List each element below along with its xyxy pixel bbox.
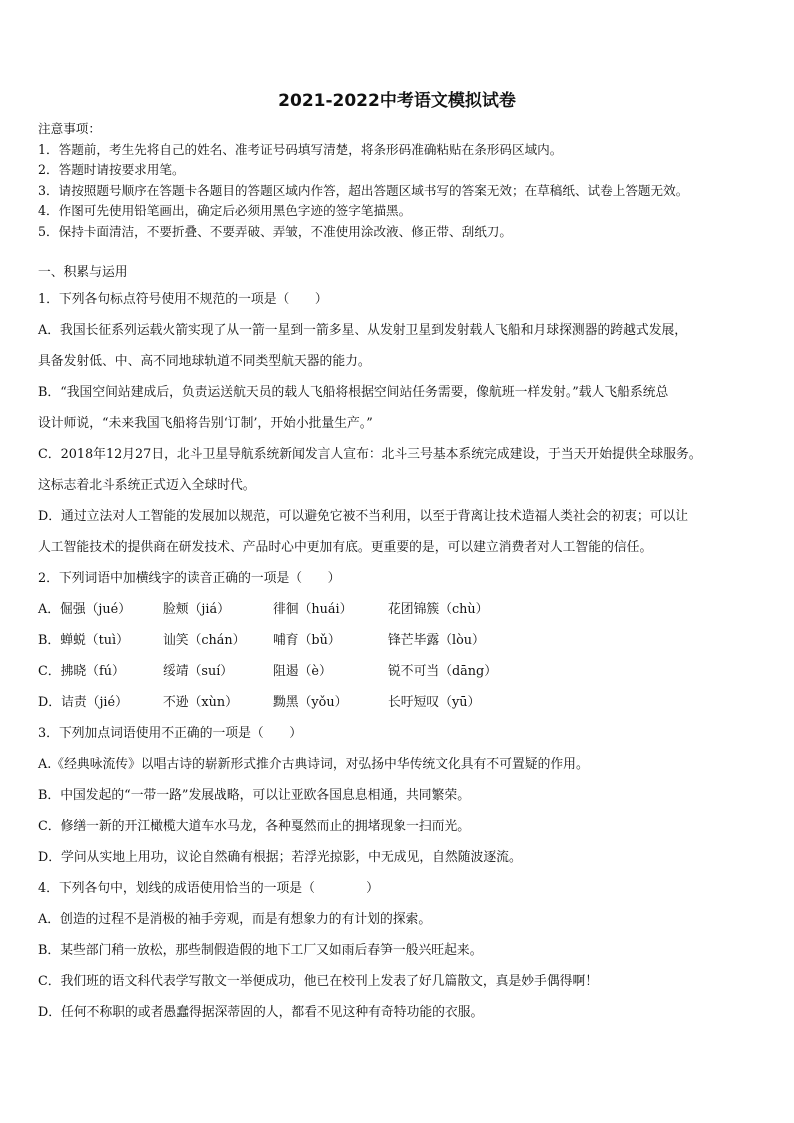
q1-option-b-cont: 设计师说，“未来我国飞船将告别‘订制’，开始小批量生产。” (38, 416, 373, 431)
question-4-stem: 4．下列各句中，划线的成语使用恰当的一项是（ ） (38, 881, 379, 896)
q2-option-b (38, 625, 768, 656)
q1-option-c-cont: 这标志着北斗系统正式迈入全球时代。 (38, 478, 256, 493)
q2-option-d (38, 687, 768, 718)
q1-option-d: D．通过立法对人工智能的发展加以规范，可以避免它被不当利用，以至于背离让技术造福人类社会的初衷；可以让 (38, 509, 689, 524)
q1-option-c: C．2018年12月27日，北斗卫星导航系统新闻发言人宣布：北斗三号基本系统完成建设，于当天开始提供全球服务。 (38, 447, 702, 462)
q3-option-d: D．学问从实地上用功，议论自然确有根据；若浮光掠影，中无成见，自然随波逐流。 (38, 850, 522, 865)
section-heading: 一、积累与运用 (38, 265, 128, 280)
q1-option-a: A．我国长征系列运载火箭实现了从一箭一星到一箭多星、从发射卫星到发射载人飞船和月球探测器的跨越式发展， (38, 323, 688, 338)
notice-section (38, 119, 768, 242)
q2-d-word-2: 不逊（xùn） (163, 695, 238, 710)
question-3-stem: 3．下列加点词语使用不正确的一项是（ ） (38, 726, 303, 741)
notice-item: 3．请按照题号顺序在答题卡各题目的答题区域内作答，超出答题区域书写的答案无效；在草稿纸、试卷上答题无效。 (38, 182, 689, 198)
q2-c-word-2: 绥靖（suí） (163, 664, 234, 679)
q2-d-word-3: 黝黑（yǒu） (273, 695, 348, 710)
q3-option-b: B．中国发起的“一带一路”发展战略，可以让亚欧各国息息相通，共同繁荣。 (38, 788, 470, 803)
q2-c-word-4: 锐不可当（dāng） (388, 664, 498, 679)
q3-option-c: C．修缮一新的开江橄榄大道车水马龙，各种戛然而止的拥堵现象一扫而光。 (38, 819, 471, 834)
q2-b-word-1: B．蝉蜕（tuì） (38, 633, 129, 648)
notice-heading: 注意事项： (38, 121, 101, 136)
q2-option-a (38, 594, 768, 625)
q2-d-word-1: D．诘责（jié） (38, 695, 128, 710)
q2-option-c (38, 656, 768, 687)
q1-option-b: B．“我国空间站建成后，负责运送航天员的载人飞船将根据空间站任务需要，像航班一样发射。”载人飞船系统总 (38, 385, 669, 400)
q4-option-b: B．某些部门稍一放松，那些制假造假的地下工厂又如雨后春笋一般兴旺起来。 (38, 943, 483, 958)
q2-b-word-2: 讪笑（chán） (163, 633, 246, 648)
q1-option-a-cont: 具备发射低、中、高不同地球轨道不同类型航天器的能力。 (38, 354, 371, 369)
q2-c-word-1: C．拂晓（fú） (38, 664, 125, 679)
q2-a-word-3: 徘徊（huái） (273, 602, 353, 617)
q2-b-word-3: 哺育（bǔ） (273, 633, 341, 648)
page-title: 2021-2022中考语文模拟试卷 (278, 91, 516, 111)
q2-a-word-1: A．倔强（jué） (38, 602, 132, 617)
notice-item: 1．答题前，考生先将自己的姓名、准考证号码填写清楚，将条形码准确粘贴在条形码区域内。 (38, 141, 563, 157)
notice-item: 2．答题时请按要求用笔。 (38, 162, 185, 177)
notice-item: 4．作图可先使用铅笔画出，确定后必须用黑色字迹的签字笔描黑。 (38, 203, 412, 218)
q2-c-word-3: 阻遏（è） (273, 664, 332, 679)
q4-option-c: C．我们班的语文科代表学写散文一举便成功，他已在校刊上发表了好几篇散文，真是妙手偶得啊！ (38, 974, 599, 989)
q1-option-d-cont: 人工智能技术的提供商在研发技术、产品时心中更加有底。更重要的是，可以建立消费者对人工智能的信任。 (38, 540, 653, 555)
q2-a-word-2: 脸颊（jiá） (163, 602, 230, 617)
q3-option-a: A.《经典咏流传》以唱古诗的崭新形式推介古典诗词，对弘扬中华传统文化具有不可置疑的作用。 (38, 757, 589, 772)
questions (38, 262, 768, 1028)
q2-a-word-4: 花团锦簇（chù） (388, 602, 489, 617)
q2-b-word-4: 锋芒毕露（lòu） (388, 633, 485, 648)
question-1-stem: 1．下列各句标点符号使用不规范的一项是（ ） (38, 292, 328, 307)
q4-option-d: D．任何不称职的或者愚蠢得据深蒂固的人，都看不见这种有奇特功能的衣服。 (38, 1005, 484, 1020)
q2-d-word-4: 长吁短叹（yū） (388, 695, 481, 710)
q4-option-a: A．创造的过程不是消极的袖手旁观，而是有想象力的有计划的探索。 (38, 912, 432, 927)
notice-item: 5．保持卡面清洁，不要折叠、不要弄破、弄皱，不准使用涂改液、修正带、刮纸刀。 (38, 223, 512, 239)
question-2-stem: 2．下列词语中加横线字的读音正确的一项是（ ） (38, 571, 341, 586)
